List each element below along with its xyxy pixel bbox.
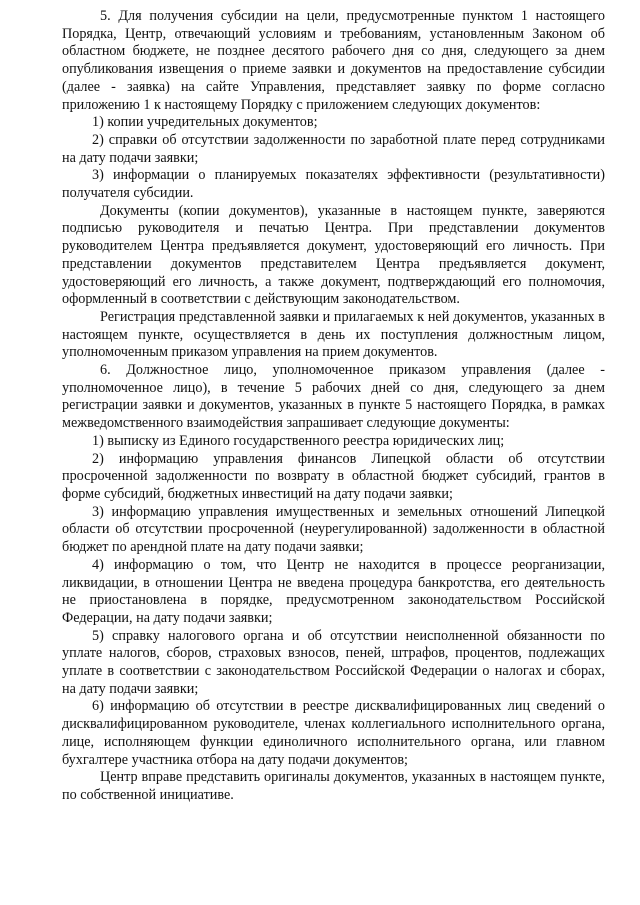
paragraph-originals-initiative: Центр вправе представить оригиналы документов, указанных в настоящем пункте, по собственной инициативе. [62, 769, 605, 803]
list-item-disqualified-persons-info: 6) информацию об отсутствии в реестре дисквалифицированных лиц сведений о дисквалифицированном руководителе, членах коллегиального исполнительного органа, лице, исполняющем функции единоличного исполнительного органа, или главном бухгалтере участника отбора на дату подачи документов; [62, 698, 605, 768]
paragraph-documents-certification: Документы (копии документов), указанные в настоящем пункте, заверяются подписью руководителя и печатью Центра. При представлении документов руководителем Центра предъявляется документ, удостоверяющий его личность. При представлении документов представителем Центра предъявляется документ, удостоверяющий его личность, а также документ, подтверждающий его полномочия, оформленный в соответствии с действующим законодательством. [62, 202, 605, 308]
paragraph-5-intro: 5. Для получения субсидии на цели, предусмотренные пунктом 1 настоящего Порядка, Центр, отвечающий условиям и требованиям, установленным Законом об областном бюджете, не позднее десятого рабочего дня со дня, следующего за днем опубликования извещения о приеме заявки и документов на предоставление субсидии (далее - заявка) на сайте Управления, представляет заявку по форме согласно приложению 1 к настоящему Порядку с приложением следующих документов: [62, 8, 605, 113]
list-item-performance-indicators: 3) информации о планируемых показателях эффективности (результативности) получателя субсидии. [62, 167, 605, 202]
list-item-salary-debt-certificate: 2) справки об отсутствии задолженности по заработной плате перед сотрудниками на дату подачи заявки; [62, 131, 605, 166]
paragraph-registration: Регистрация представленной заявки и прилагаемых к ней документов, указанных в настоящем пункте, осуществляется в день их поступления должностным лицом, уполномоченным приказом управления на прием документов. [62, 308, 605, 361]
list-item-tax-certificate: 5) справку налогового органа и об отсутствии неисполненной обязанности по уплате налогов, сборов, страховых взносов, пеней, штрафов, процентов, подлежащих уплате в соответствии с законодательством Российской Федерации о налогах и сборах, на дату подачи заявки; [62, 627, 605, 697]
list-item-property-rent-debt-info: 3) информацию управления имущественных и земельных отношений Липецкой области об отсутствии просроченной (неурегулированной) задолженности в областной бюджет по арендной плате на дату подачи заявки; [62, 503, 605, 556]
paragraph-6-intro: 6. Должностное лицо, уполномоченное приказом управления (далее - уполномоченное лицо), в течение 5 рабочих дней со дня, следующего за днем регистрации заявки и документов, указанных в пункте 5 настоящего Порядка, в рамках межведомственного взаимодействия запрашивает следующие документы: [62, 362, 605, 432]
list-item-founding-docs: 1) копии учредительных документов; [92, 114, 318, 131]
list-item-finance-debt-info: 2) информацию управления финансов Липецкой области об отсутствии просроченной задолженности по возврату в областной бюджет субсидий, грантов в форме субсидий, бюджетных инвестиций на дату подачи заявки; [62, 450, 605, 502]
list-item-egrul-extract: 1) выписку из Единого государственного реестра юридических лиц; [92, 432, 505, 449]
list-item-reorganization-info: 4) информацию о том, что Центр не находится в процессе реорганизации, ликвидации, в отношении Центра не введена процедура банкротства, его деятельность не приостановлена в порядке, предусмотренном законодательством Российской Федерации, на дату подачи заявки; [62, 556, 605, 626]
